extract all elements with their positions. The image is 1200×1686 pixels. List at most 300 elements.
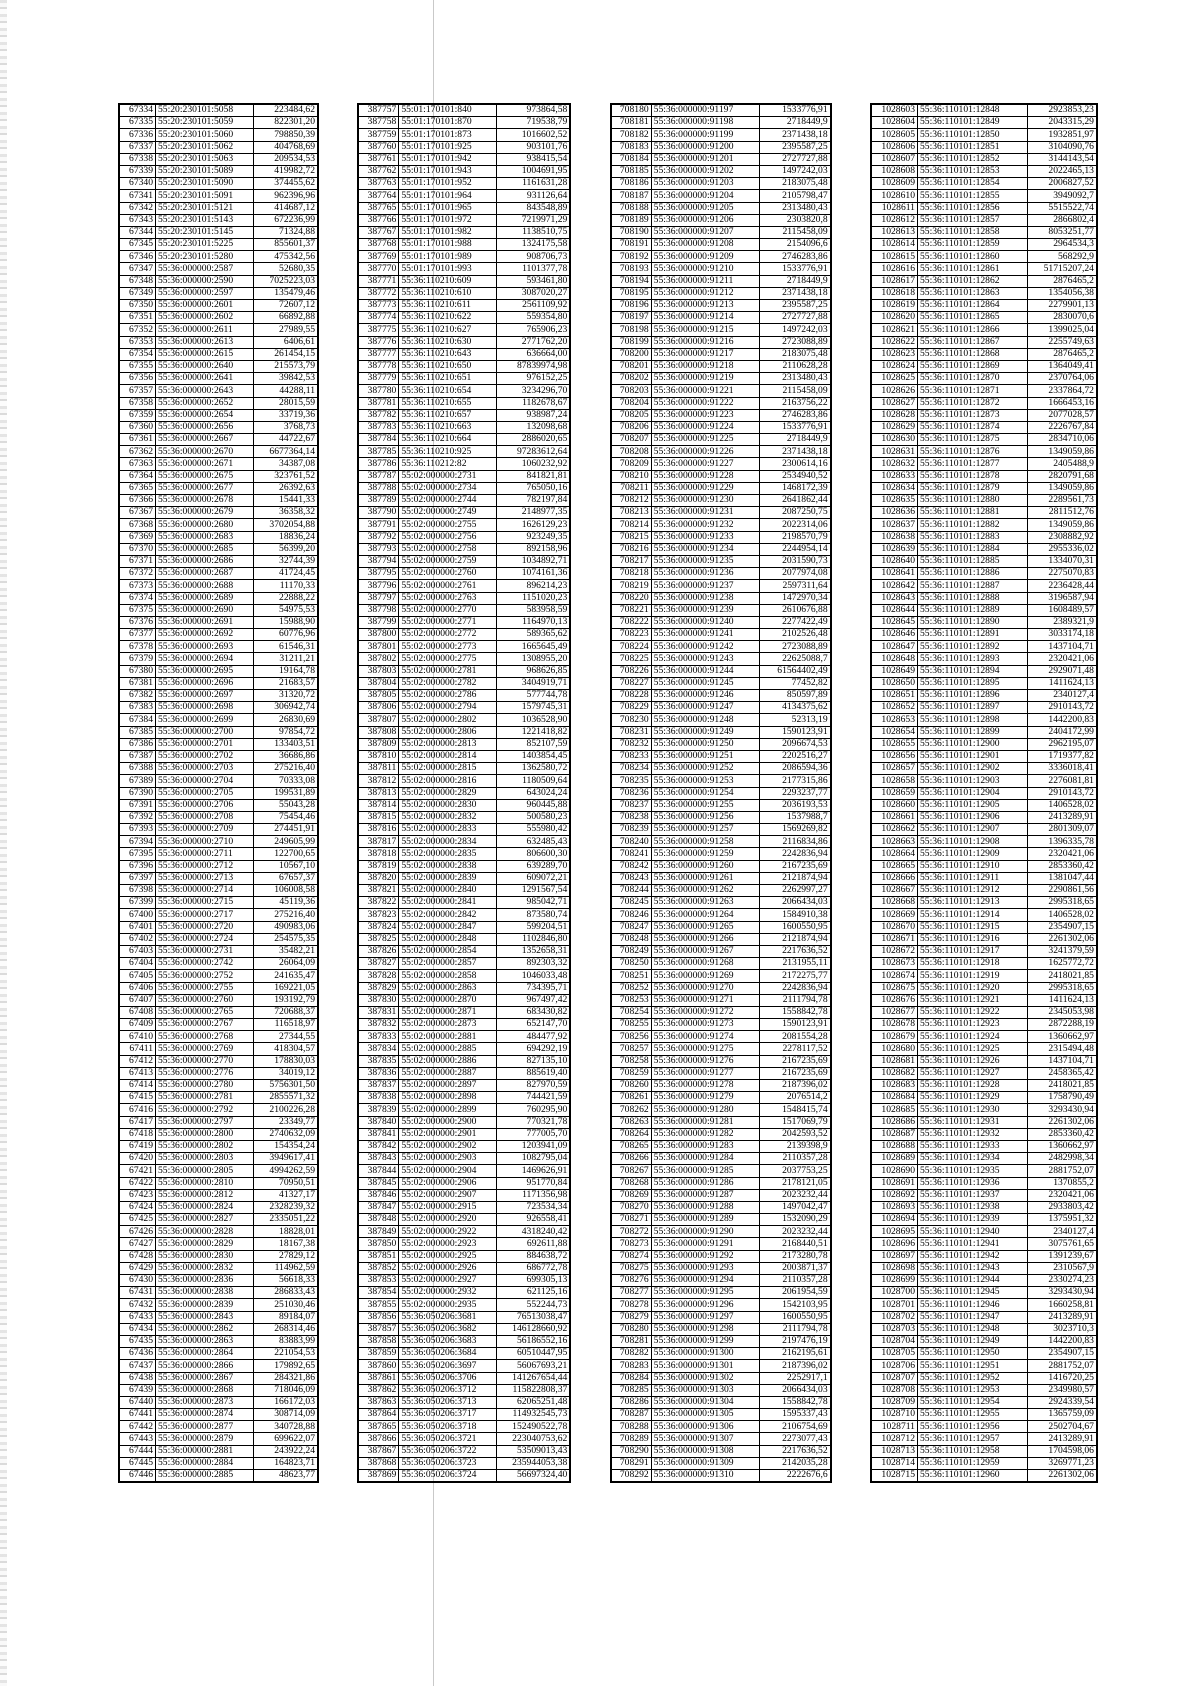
- value-cell: 822301,20: [254, 117, 318, 129]
- table-row: [120, 824, 318, 836]
- cadastral-number-cell: 55:36:110101:12919: [917, 970, 1027, 982]
- value-cell: 106008,58: [254, 885, 318, 897]
- value-cell: 1171356,98: [497, 1189, 570, 1201]
- table-block-3: [610, 103, 832, 1483]
- value-cell: 193192,79: [254, 994, 318, 1006]
- table-row: [359, 385, 570, 397]
- row-number-cell: 708253: [611, 994, 651, 1006]
- value-cell: 2395587,25: [759, 300, 830, 312]
- table-row: [871, 1031, 1096, 1043]
- row-number-cell: 708231: [611, 726, 651, 738]
- table-row: [359, 312, 570, 324]
- cadastral-number-cell: 55:36:000000:2874: [156, 1409, 254, 1421]
- value-cell: 2746283,86: [759, 409, 830, 421]
- table-row: [120, 263, 318, 275]
- table-row: [359, 421, 570, 433]
- row-number-cell: 708286: [611, 1396, 651, 1408]
- table-row: [359, 824, 570, 836]
- row-number-cell: 387848: [359, 1214, 399, 1226]
- table-row: [871, 385, 1096, 397]
- row-number-cell: 708219: [611, 580, 651, 592]
- value-cell: 2076514,2: [759, 1092, 830, 1104]
- cadastral-number-cell: 55:36:110101:12947: [917, 1311, 1027, 1323]
- row-number-cell: 708232: [611, 738, 651, 750]
- table-row: [120, 507, 318, 519]
- value-cell: 2371438,18: [759, 446, 830, 458]
- cadastral-number-cell: 55:36:110101:12902: [917, 763, 1027, 775]
- cadastral-number-cell: 55:36:000000:91226: [651, 446, 759, 458]
- row-number-cell: 708211: [611, 482, 651, 494]
- table-row: [871, 568, 1096, 580]
- value-cell: 323761,52: [254, 470, 318, 482]
- value-cell: 1349059,86: [1027, 482, 1096, 494]
- table-row: [611, 1445, 830, 1457]
- cadastral-number-cell: 55:36:110101:12909: [917, 848, 1027, 860]
- row-number-cell: 387856: [359, 1311, 399, 1323]
- row-number-cell: 67363: [120, 458, 156, 470]
- row-number-cell: 708215: [611, 531, 651, 543]
- cadastral-number-cell: 55:36:110101:12854: [917, 178, 1027, 190]
- table-row: [871, 373, 1096, 385]
- value-cell: 1360662,97: [1027, 1031, 1096, 1043]
- value-cell: 60510447,95: [497, 1348, 570, 1360]
- row-number-cell: 67437: [120, 1360, 156, 1372]
- table-row: [871, 787, 1096, 799]
- value-cell: 1608489,57: [1027, 604, 1096, 616]
- row-number-cell: 1028628: [871, 409, 917, 421]
- value-cell: 2173280,78: [759, 1250, 830, 1262]
- row-number-cell: 708265: [611, 1140, 651, 1152]
- value-cell: 2023232,44: [759, 1189, 830, 1201]
- row-number-cell: 387793: [359, 543, 399, 555]
- value-cell: 2413289,91: [1027, 811, 1096, 823]
- cadastral-number-cell: 55:36:110101:12851: [917, 141, 1027, 153]
- row-number-cell: 1028686: [871, 1116, 917, 1128]
- cadastral-number-cell: 55:02:000000:2847: [399, 921, 497, 933]
- row-number-cell: 1028703: [871, 1323, 917, 1335]
- row-number-cell: 387824: [359, 921, 399, 933]
- value-cell: 1074161,36: [497, 568, 570, 580]
- table-row: [611, 1396, 830, 1408]
- value-cell: 2110357,28: [759, 1153, 830, 1165]
- cadastral-number-cell: 55:36:110101:12880: [917, 495, 1027, 507]
- table-row: [120, 787, 318, 799]
- row-number-cell: 67353: [120, 336, 156, 348]
- cadastral-number-cell: 55:01:170101:870: [399, 117, 497, 129]
- value-cell: 1569269,82: [759, 824, 830, 836]
- row-number-cell: 708282: [611, 1348, 651, 1360]
- row-number-cell: 67392: [120, 811, 156, 823]
- cadastral-number-cell: 55:36:110101:12939: [917, 1214, 1027, 1226]
- table-row: [611, 738, 830, 750]
- table-row: [359, 519, 570, 531]
- cadastral-number-cell: 55:36:000000:2863: [156, 1335, 254, 1347]
- value-cell: 2167235,69: [759, 860, 830, 872]
- value-cell: 2534940,52: [759, 470, 830, 482]
- table-row: [871, 287, 1096, 299]
- table-row: [611, 251, 830, 263]
- table-row: [359, 434, 570, 446]
- table-row: [359, 1335, 570, 1347]
- row-number-cell: 708289: [611, 1433, 651, 1445]
- cadastral-number-cell: 55:36:050206:3718: [399, 1421, 497, 1433]
- cadastral-number-cell: 55:36:000000:91217: [651, 348, 759, 360]
- cadastral-number-cell: 55:36:000000:91232: [651, 519, 759, 531]
- row-number-cell: 387846: [359, 1189, 399, 1201]
- table-row: [120, 1214, 318, 1226]
- table-row: [359, 324, 570, 336]
- table-block-2: [357, 103, 571, 1483]
- row-number-cell: 387844: [359, 1165, 399, 1177]
- table-row: [359, 190, 570, 202]
- table-row: [359, 1031, 570, 1043]
- cadastral-number-cell: 55:02:000000:2841: [399, 897, 497, 909]
- value-cell: 2340127,4: [1027, 1226, 1096, 1238]
- table-row: [871, 1092, 1096, 1104]
- value-cell: 2337864,72: [1027, 385, 1096, 397]
- row-number-cell: 67423: [120, 1189, 156, 1201]
- table-row: [120, 1360, 318, 1372]
- value-cell: 6677364,14: [254, 446, 318, 458]
- row-number-cell: 1028623: [871, 348, 917, 360]
- row-number-cell: 387815: [359, 811, 399, 823]
- value-cell: 2597311,64: [759, 580, 830, 592]
- table-row: [871, 677, 1096, 689]
- value-cell: 114962,59: [254, 1262, 318, 1274]
- cadastral-number-cell: 55:36:000000:2838: [156, 1287, 254, 1299]
- table-row: [359, 1214, 570, 1226]
- table-row: [871, 641, 1096, 653]
- table-row: [359, 1470, 570, 1482]
- table-row: [120, 1019, 318, 1031]
- scan-edge-artifact: [0, 0, 7, 1686]
- table-row: [120, 1275, 318, 1287]
- value-cell: 1932851,97: [1027, 129, 1096, 141]
- row-number-cell: 387791: [359, 519, 399, 531]
- cadastral-number-cell: 55:36:000000:2717: [156, 909, 254, 921]
- cadastral-number-cell: 55:36:000000:91309: [651, 1457, 759, 1469]
- table-row: [611, 1299, 830, 1311]
- value-cell: 903101,76: [497, 141, 570, 153]
- row-number-cell: 1028641: [871, 568, 917, 580]
- table-row: [871, 811, 1096, 823]
- row-number-cell: 387863: [359, 1396, 399, 1408]
- cadastral-number-cell: 55:36:000000:91216: [651, 336, 759, 348]
- cadastral-number-cell: 55:36:000000:91264: [651, 909, 759, 921]
- table-row: [611, 300, 830, 312]
- table-row: [120, 714, 318, 726]
- table-row: [359, 1177, 570, 1189]
- row-number-cell: 1028704: [871, 1335, 917, 1347]
- table-row: [871, 1275, 1096, 1287]
- table-row: [871, 1409, 1096, 1421]
- value-cell: 1626129,23: [497, 519, 570, 531]
- table-row: [611, 970, 830, 982]
- row-number-cell: 67428: [120, 1250, 156, 1262]
- table-row: [120, 690, 318, 702]
- value-cell: 152490522,78: [497, 1421, 570, 1433]
- table-row: [120, 763, 318, 775]
- row-number-cell: 1028710: [871, 1409, 917, 1421]
- table-row: [359, 251, 570, 263]
- cadastral-number-cell: 55:36:000000:91199: [651, 129, 759, 141]
- table-row: [871, 714, 1096, 726]
- value-cell: 1666453,16: [1027, 397, 1096, 409]
- cadastral-number-cell: 55:36:000000:91303: [651, 1384, 759, 1396]
- data-table-2: [358, 104, 570, 1482]
- table-row: [871, 117, 1096, 129]
- table-row: [120, 409, 318, 421]
- value-cell: 923249,35: [497, 531, 570, 543]
- value-cell: 1334070,31: [1027, 555, 1096, 567]
- row-number-cell: 67351: [120, 312, 156, 324]
- value-cell: 2222676,6: [759, 1470, 830, 1482]
- cadastral-number-cell: 55:36:000000:91270: [651, 982, 759, 994]
- row-number-cell: 67334: [120, 105, 156, 117]
- value-cell: 1548415,74: [759, 1104, 830, 1116]
- cadastral-number-cell: 55:36:000000:2696: [156, 677, 254, 689]
- cadastral-number-cell: 55:36:110101:12856: [917, 202, 1027, 214]
- row-number-cell: 387778: [359, 360, 399, 372]
- table-row: [120, 994, 318, 1006]
- cadastral-number-cell: 55:36:110101:12896: [917, 690, 1027, 702]
- cadastral-number-cell: 55:36:110101:12849: [917, 117, 1027, 129]
- value-cell: 141267654,44: [497, 1372, 570, 1384]
- row-number-cell: 1028645: [871, 616, 917, 628]
- row-number-cell: 1028627: [871, 397, 917, 409]
- value-cell: 2458365,42: [1027, 1067, 1096, 1079]
- table-grid: [118, 103, 1098, 1483]
- cadastral-number-cell: 55:36:000000:91234: [651, 543, 759, 555]
- cadastral-number-cell: 55:36:000000:91231: [651, 507, 759, 519]
- cadastral-number-cell: 55:20:230101:5225: [156, 239, 254, 251]
- value-cell: 1442200,83: [1027, 714, 1096, 726]
- table-row: [359, 1287, 570, 1299]
- row-number-cell: 708190: [611, 226, 651, 238]
- row-number-cell: 387862: [359, 1384, 399, 1396]
- table-row: [120, 933, 318, 945]
- table-row: [359, 1421, 570, 1433]
- value-cell: 2111794,78: [759, 994, 830, 1006]
- data-table-4: [871, 104, 1097, 1482]
- value-cell: 21683,57: [254, 677, 318, 689]
- row-number-cell: 1028705: [871, 1348, 917, 1360]
- table-row: [611, 470, 830, 482]
- cadastral-number-cell: 55:36:000000:91233: [651, 531, 759, 543]
- table-row: [871, 580, 1096, 592]
- table-row: [611, 580, 830, 592]
- value-cell: 135479,46: [254, 287, 318, 299]
- cadastral-number-cell: 55:02:000000:2854: [399, 945, 497, 957]
- cadastral-number-cell: 55:36:110101:12922: [917, 1006, 1027, 1018]
- table-row: [611, 1189, 830, 1201]
- cadastral-number-cell: 55:36:050206:3697: [399, 1360, 497, 1372]
- value-cell: 2886020,65: [497, 434, 570, 446]
- table-row: [120, 1348, 318, 1360]
- value-cell: 841821,81: [497, 470, 570, 482]
- cadastral-number-cell: 55:02:000000:2873: [399, 1019, 497, 1031]
- row-number-cell: 708224: [611, 641, 651, 653]
- row-number-cell: 1028695: [871, 1226, 917, 1238]
- value-cell: 22625088,7: [759, 653, 830, 665]
- cadastral-number-cell: 55:36:000000:91293: [651, 1262, 759, 1274]
- cadastral-number-cell: 55:02:000000:2802: [399, 714, 497, 726]
- row-number-cell: 1028634: [871, 482, 917, 494]
- value-cell: 2740632,09: [254, 1128, 318, 1140]
- cadastral-number-cell: 55:36:000000:2654: [156, 409, 254, 421]
- table-row: [120, 799, 318, 811]
- row-number-cell: 708276: [611, 1275, 651, 1287]
- table-row: [871, 421, 1096, 433]
- cadastral-number-cell: 55:36:000000:2711: [156, 848, 254, 860]
- value-cell: 2929071,48: [1027, 665, 1096, 677]
- cadastral-number-cell: 55:36:000000:91291: [651, 1238, 759, 1250]
- cadastral-number-cell: 55:36:000000:91296: [651, 1299, 759, 1311]
- value-cell: 2277422,49: [759, 616, 830, 628]
- row-number-cell: 387775: [359, 324, 399, 336]
- value-cell: 720688,37: [254, 1006, 318, 1018]
- value-cell: 26392,63: [254, 482, 318, 494]
- value-cell: 782197,84: [497, 495, 570, 507]
- cadastral-number-cell: 55:36:110212:82: [399, 458, 497, 470]
- value-cell: 164823,71: [254, 1457, 318, 1469]
- table-row: [611, 1311, 830, 1323]
- row-number-cell: 387842: [359, 1140, 399, 1152]
- cadastral-number-cell: 55:36:000000:2587: [156, 263, 254, 275]
- table-row: [359, 702, 570, 714]
- table-row: [359, 117, 570, 129]
- cadastral-number-cell: 55:36:000000:91207: [651, 226, 759, 238]
- table-row: [359, 799, 570, 811]
- cadastral-number-cell: 55:02:000000:2900: [399, 1116, 497, 1128]
- row-number-cell: 708272: [611, 1226, 651, 1238]
- row-number-cell: 1028648: [871, 653, 917, 665]
- cadastral-number-cell: 55:36:000000:91213: [651, 300, 759, 312]
- table-row: [871, 1128, 1096, 1140]
- value-cell: 1437104,71: [1027, 641, 1096, 653]
- cadastral-number-cell: 55:36:000000:91305: [651, 1409, 759, 1421]
- value-cell: 10567,10: [254, 860, 318, 872]
- table-row: [611, 531, 830, 543]
- value-cell: 2727727,88: [759, 153, 830, 165]
- cadastral-number-cell: 55:36:110101:12918: [917, 958, 1027, 970]
- row-number-cell: 67366: [120, 495, 156, 507]
- table-row: [120, 897, 318, 909]
- row-number-cell: 387759: [359, 129, 399, 141]
- value-cell: 2310567,9: [1027, 1262, 1096, 1274]
- table-row: [359, 1433, 570, 1445]
- table-row: [871, 1226, 1096, 1238]
- cadastral-number-cell: 55:20:230101:5062: [156, 141, 254, 153]
- row-number-cell: 1028666: [871, 872, 917, 884]
- table-row: [871, 1299, 1096, 1311]
- row-number-cell: 67342: [120, 202, 156, 214]
- row-number-cell: 387781: [359, 397, 399, 409]
- cadastral-number-cell: 55:01:170101:942: [399, 153, 497, 165]
- table-row: [871, 1457, 1096, 1469]
- row-number-cell: 708194: [611, 275, 651, 287]
- value-cell: 643024,24: [497, 787, 570, 799]
- cadastral-number-cell: 55:36:110101:12908: [917, 836, 1027, 848]
- cadastral-number-cell: 55:36:110101:12915: [917, 921, 1027, 933]
- row-number-cell: 67394: [120, 836, 156, 848]
- cadastral-number-cell: 55:36:000000:91218: [651, 360, 759, 372]
- value-cell: 2023232,44: [759, 1226, 830, 1238]
- cadastral-number-cell: 55:36:110101:12951: [917, 1360, 1027, 1372]
- value-cell: 77452,82: [759, 677, 830, 689]
- cadastral-number-cell: 55:36:000000:91271: [651, 994, 759, 1006]
- table-row: [871, 409, 1096, 421]
- cadastral-number-cell: 55:36:000000:91269: [651, 970, 759, 982]
- cadastral-number-cell: 55:36:000000:91252: [651, 763, 759, 775]
- table-row: [871, 1348, 1096, 1360]
- value-cell: 694292,19: [497, 1043, 570, 1055]
- cadastral-number-cell: 55:36:110101:12920: [917, 982, 1027, 994]
- row-number-cell: 708180: [611, 105, 651, 117]
- value-cell: 15988,90: [254, 616, 318, 628]
- value-cell: 251030,46: [254, 1299, 318, 1311]
- row-number-cell: 708277: [611, 1287, 651, 1299]
- value-cell: 2300614,16: [759, 458, 830, 470]
- row-number-cell: 67441: [120, 1409, 156, 1421]
- row-number-cell: 708196: [611, 300, 651, 312]
- row-number-cell: 708284: [611, 1372, 651, 1384]
- cadastral-number-cell: 55:36:110101:12957: [917, 1433, 1027, 1445]
- row-number-cell: 67359: [120, 409, 156, 421]
- row-number-cell: 387830: [359, 994, 399, 1006]
- table-row: [359, 726, 570, 738]
- value-cell: 340728,88: [254, 1421, 318, 1433]
- value-cell: 2077028,57: [1027, 409, 1096, 421]
- cadastral-number-cell: 55:36:000000:91262: [651, 885, 759, 897]
- table-row: [359, 1250, 570, 1262]
- cadastral-number-cell: 55:02:000000:2770: [399, 604, 497, 616]
- row-number-cell: 67379: [120, 653, 156, 665]
- cadastral-number-cell: 55:01:170101:989: [399, 251, 497, 263]
- cadastral-number-cell: 55:36:000000:91229: [651, 482, 759, 494]
- value-cell: 2404172,99: [1027, 726, 1096, 738]
- table-row: [611, 921, 830, 933]
- value-cell: 1719377,82: [1027, 750, 1096, 762]
- value-cell: 2003871,37: [759, 1262, 830, 1274]
- cadastral-number-cell: 55:20:230101:5091: [156, 190, 254, 202]
- table-row: [611, 1250, 830, 1262]
- row-number-cell: 67418: [120, 1128, 156, 1140]
- row-number-cell: 387836: [359, 1067, 399, 1079]
- row-number-cell: 708187: [611, 190, 651, 202]
- row-number-cell: 387869: [359, 1470, 399, 1482]
- cadastral-number-cell: 55:36:000000:2781: [156, 1092, 254, 1104]
- value-cell: 67657,37: [254, 872, 318, 884]
- row-number-cell: 67377: [120, 629, 156, 641]
- cadastral-number-cell: 55:02:000000:2886: [399, 1055, 497, 1067]
- cadastral-number-cell: 55:36:000000:91301: [651, 1360, 759, 1372]
- value-cell: 1182678,67: [497, 397, 570, 409]
- table-row: [120, 543, 318, 555]
- row-number-cell: 387802: [359, 653, 399, 665]
- row-number-cell: 1028612: [871, 214, 917, 226]
- value-cell: 2261302,06: [1027, 1470, 1096, 1482]
- cadastral-number-cell: 55:36:000000:2611: [156, 324, 254, 336]
- value-cell: 555980,42: [497, 824, 570, 836]
- table-row: [611, 1080, 830, 1092]
- value-cell: 2502704,67: [1027, 1421, 1096, 1433]
- row-number-cell: 67403: [120, 945, 156, 957]
- value-cell: 973864,58: [497, 105, 570, 117]
- row-number-cell: 67400: [120, 909, 156, 921]
- table-row: [871, 1043, 1096, 1055]
- value-cell: 2172275,77: [759, 970, 830, 982]
